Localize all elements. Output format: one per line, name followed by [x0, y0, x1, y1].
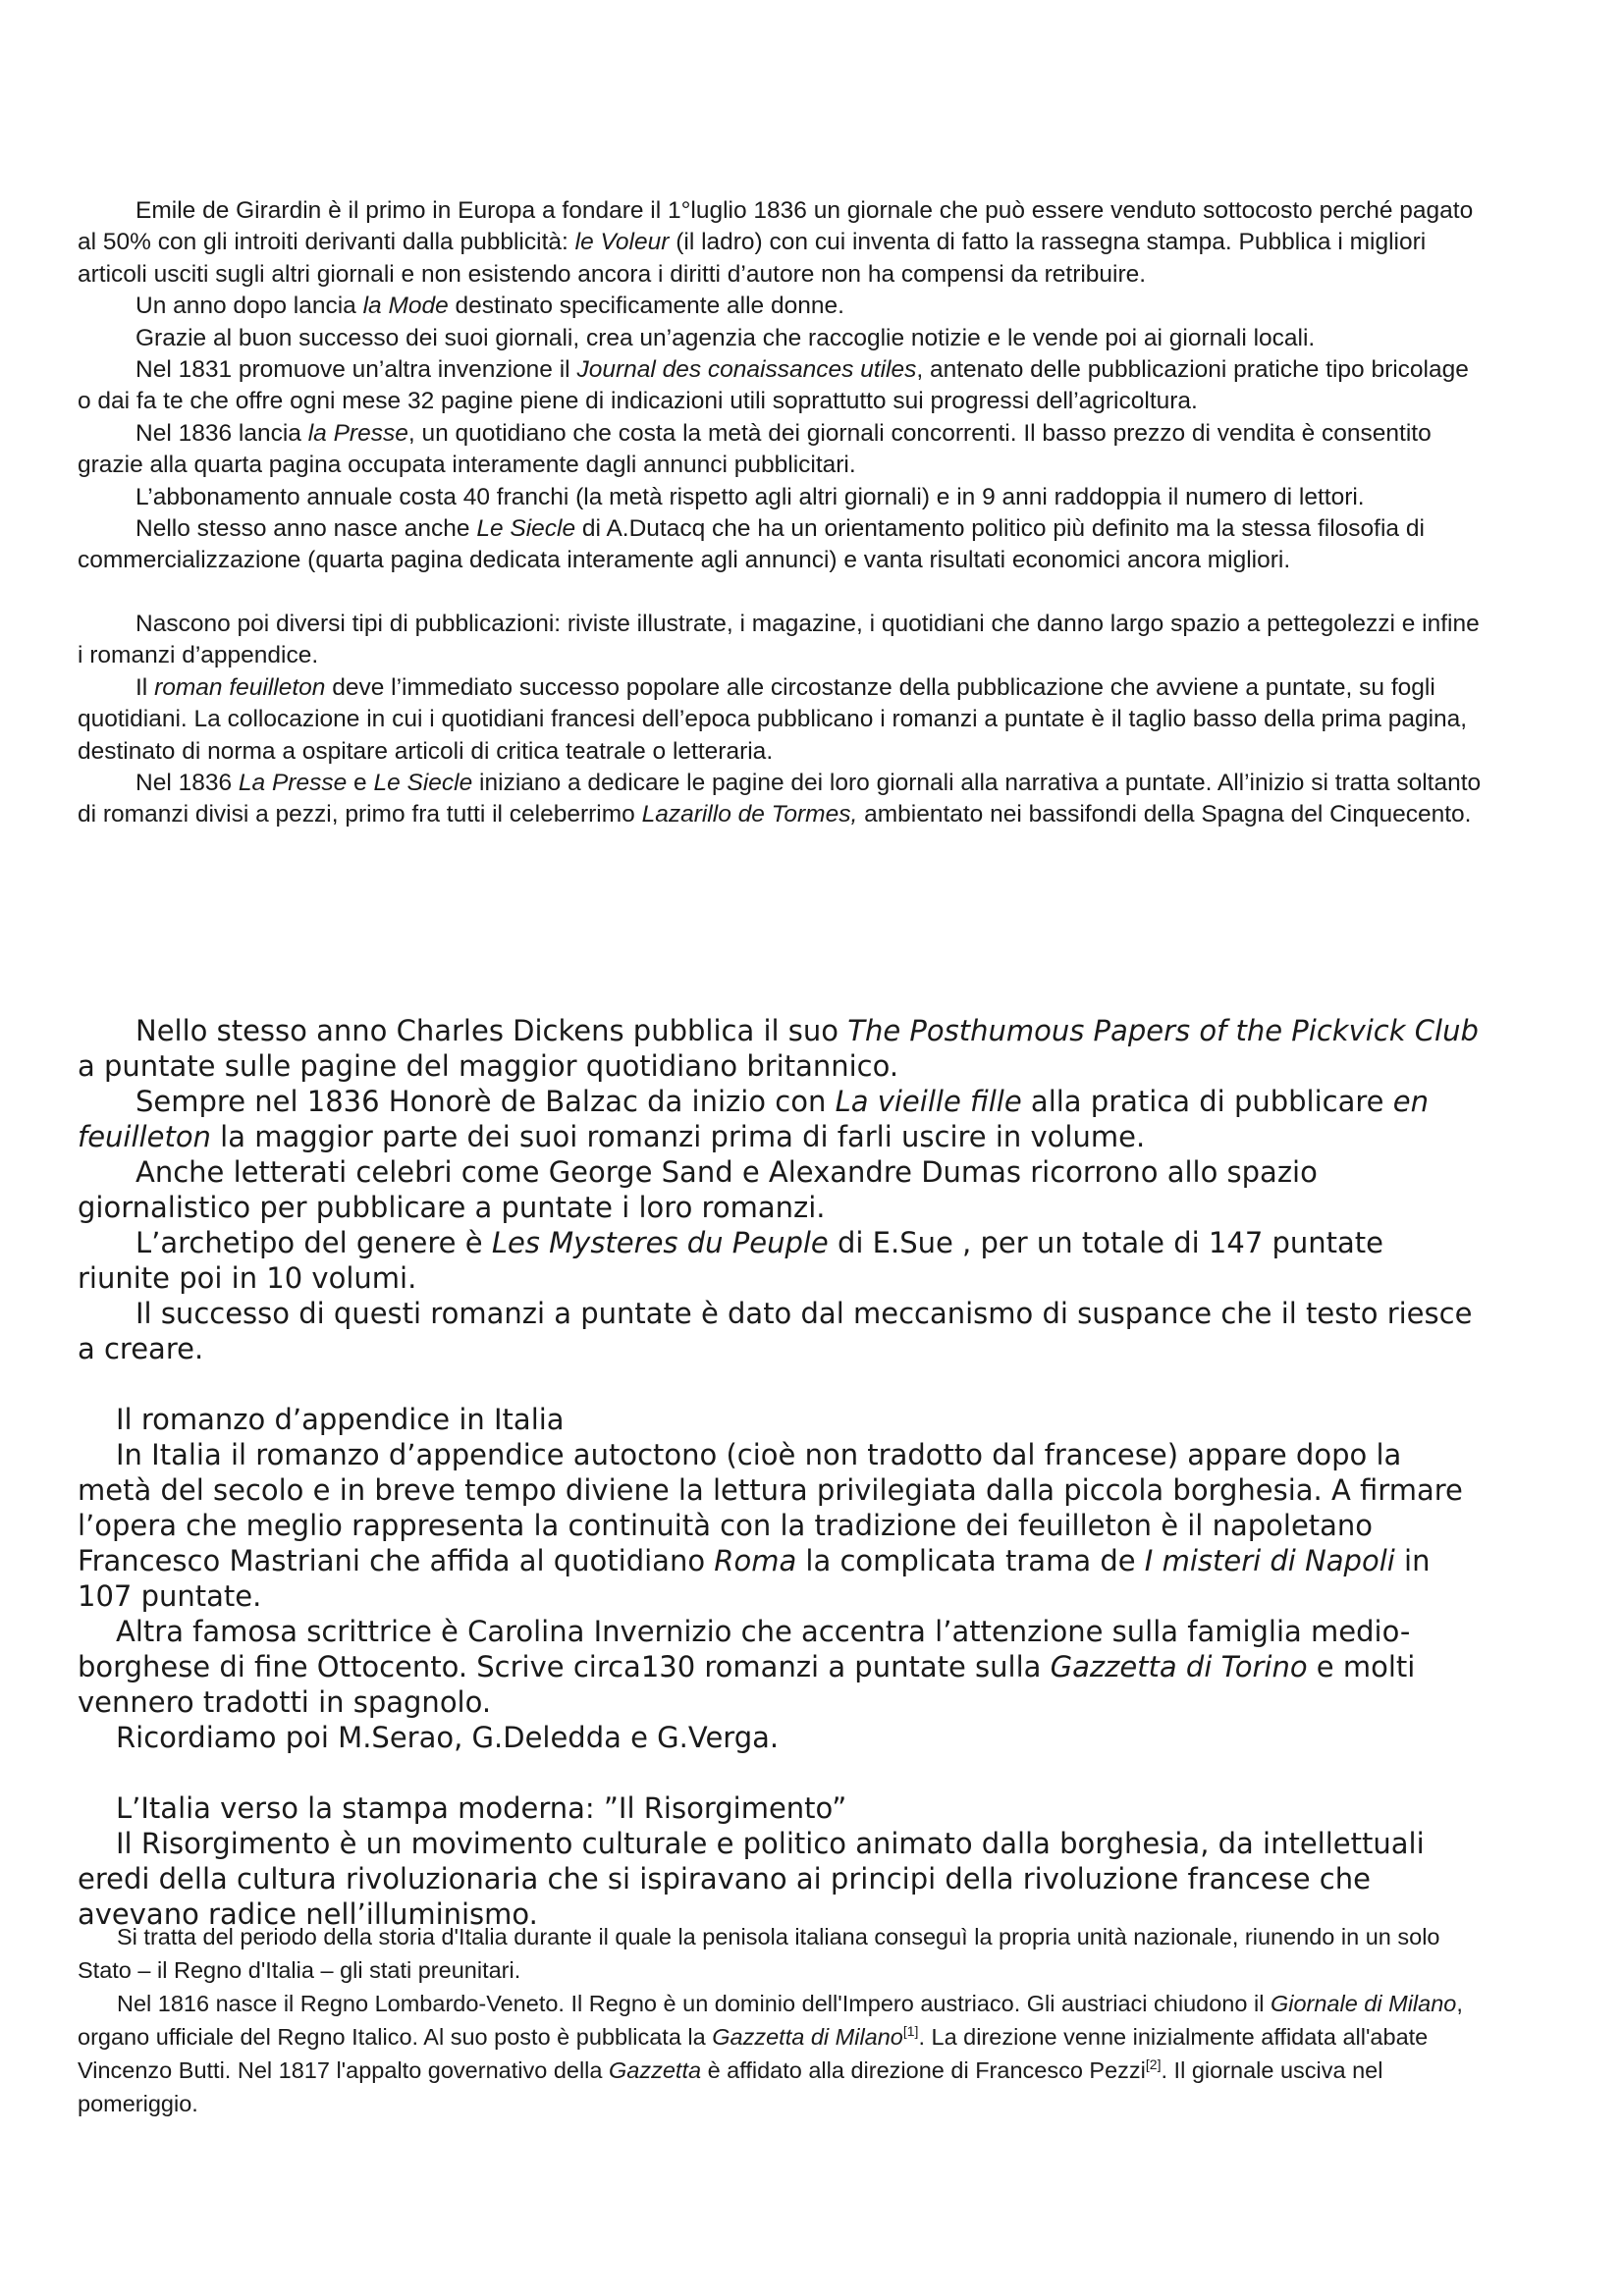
paragraph: Il successo di questi romanzi a puntate è dato dal meccanismo di suspance che il testo riesce a creare. — [78, 1297, 1473, 1365]
section-risorgimento — [78, 1920, 1482, 2120]
text: di E.Sue , per un totale di 147 puntate riunite poi in 10 volumi. — [78, 1226, 1384, 1295]
paragraph: L’abbonamento annuale costa 40 franchi (la metà rispetto agli altri giornali) e in 9 anni raddoppia il numero di lettori. — [135, 483, 1365, 510]
italic-title: le Voleur — [574, 229, 670, 256]
italic-title: The Posthumous Papers of the Pickvick Club — [847, 1014, 1479, 1047]
italic-title: Le Siecle — [476, 515, 576, 543]
text: iniziano a dedicare le pagine dei loro giornali alla narrativa a puntate. All’inizio si tratta soltanto di romanzi divisi a pezzi, primo fra tutti il celeberrimo — [78, 769, 1482, 828]
paragraph — [78, 768, 1482, 831]
paragraph — [78, 1225, 1482, 1296]
italic-title: la Mode — [362, 293, 449, 320]
italic-title: en feuilleton — [78, 1085, 1429, 1153]
paragraph — [78, 195, 1482, 291]
text: è affidato alla direzione di Francesco Pezzi — [701, 2057, 1146, 2083]
italic-title: la Presse — [307, 419, 408, 447]
text: in 107 puntate. — [78, 1544, 1431, 1613]
text: . Il giornale usciva nel pomeriggio. — [78, 2057, 1383, 2116]
italic-title: Les Mysteres du Peuple — [491, 1226, 829, 1259]
section-feuilleton — [78, 1013, 1482, 1932]
text: Sempre nel 1836 Honorè de Balzac da inizio con — [135, 1085, 836, 1118]
paragraph: Si tratta del periodo della storia d'Italia durante il quale la penisola italiana conseguì la propria unità nazionale, riunendo in un solo Stato – il Regno d'Italia – gli stati preunitari. — [78, 1924, 1440, 1983]
text: , organo ufficiale del Regno Italico. Al suo posto è pubblicata la — [78, 1991, 1463, 2050]
italic-title: La Presse — [238, 769, 348, 796]
text: Nel 1836 lancia — [135, 419, 308, 447]
paragraph: Nascono poi diversi tipi di pubblicazioni: riviste illustrate, i magazine, i quotidiani che danno largo spazio a pettegolezzi e infine i romanzi d’appendice. — [78, 610, 1480, 669]
italic-title: roman feuilleton — [154, 673, 326, 701]
paragraph — [78, 1084, 1482, 1154]
footnote-ref[interactable]: [2] — [1145, 2056, 1162, 2073]
paragraph: Grazie al buon successo dei suoi giornali, crea un’agenzia che raccoglie notizie e le vende poi ai giornali locali. — [135, 324, 1316, 351]
italic-title: I misteri di Napoli — [1144, 1544, 1395, 1577]
text: la complicata trama de — [796, 1544, 1145, 1577]
text: Altra famosa scrittrice è Carolina Invernizio che accentra l’attenzione sulla famiglia medio-borghese di fine Ottocento. Scrive circa130 romanzi a puntate sulla — [78, 1615, 1411, 1683]
section-girardin — [78, 195, 1482, 831]
paragraph — [78, 1987, 1482, 2120]
paragraph: Ricordiamo poi M.Serao, G.Deledda e G.Verga. — [116, 1721, 780, 1754]
italic-title: Gazzetta di Torino — [1050, 1650, 1308, 1683]
text: e molti vennero tradotti in spagnolo. — [78, 1650, 1416, 1719]
text: Nello stesso anno Charles Dickens pubblica il suo — [135, 1014, 848, 1047]
spacer — [78, 1755, 1482, 1790]
text: (il ladro) con cui inventa di fatto la rassegna stampa. Pubblica i migliori articoli usciti sugli altri giornali e non esistendo ancora i diritti d’autore non ha compensi da retribuire. — [78, 229, 1427, 288]
text: a puntate sulle pagine del maggior quotidiano britannico. — [78, 1049, 899, 1083]
text: , un quotidiano che costa la metà dei giornali concorrenti. Il basso prezzo di vendita è consentito grazie alla quarta pagina occupata interamente dagli annunci pubblicitari. — [78, 419, 1432, 479]
text: , antenato delle pubblicazioni pratiche tipo bricolage o dai fa te che offre ogni mese 32 pagine piene di indicazioni utili soprattutto sui progressi dell’agricoltura. — [78, 356, 1469, 415]
text: ambientato nei bassifondi della Spagna del Cinquecento. — [857, 801, 1472, 828]
italic-title: Journal des conaissances utiles — [576, 356, 917, 384]
paragraph — [78, 354, 1482, 418]
text: In Italia il romanzo d’appendice autoctono (cioè non tradotto dal francese) appare dopo la metà del secolo e in breve tempo diviene la lettura privilegiata dalla piccola borghesia. A firmare l’opera che meglio rappresenta la continuità con la tradizione dei feuilleton è il napoletano Francesco Mastriani che affida al quotidiano — [78, 1438, 1463, 1577]
italic-title: Gazzetta — [609, 2057, 702, 2083]
text: Nel 1836 — [135, 769, 239, 796]
italic-title: Lazarillo de Tormes, — [641, 801, 858, 828]
text: . La direzione venne inizialmente affidata all'abate Vincenzo Butti. Nel 1817 l'appalto governativo della — [78, 2024, 1429, 2083]
spacer — [78, 577, 1482, 609]
text: alla pratica di pubblicare — [1021, 1085, 1393, 1118]
text: di A.Dutacq che ha un orientamento politico più definito ma la stessa filosofia di commercializzazione (quarta pagina dedicata interamente agli annunci) e vanta risultati economici ancora migliori. — [78, 515, 1425, 574]
text: Il — [135, 673, 155, 701]
section-heading: Il romanzo d’appendice in Italia — [116, 1403, 565, 1436]
text: deve l’immediato successo popolare alle circostanze della pubblicazione che avviene a puntate, su fogli quotidiani. La collocazione in cui i quotidiani francesi dell’epoca pubblicano i romanzi a puntate è il taglio basso della prima pagina, destinato di norma a ospitare articoli di critica teatrale o letteraria. — [78, 673, 1468, 765]
paragraph — [78, 291, 1482, 322]
text: Nel 1816 nasce il Regno Lombardo-Veneto. Il Regno è un dominio dell'Impero austriaco. Gli austriaci chiudono il — [117, 1991, 1271, 2016]
italic-title: Gazzetta di Milano — [712, 2024, 903, 2050]
text: la maggior parte dei suoi romanzi prima di farli uscire in volume. — [210, 1120, 1146, 1153]
text: Nello stesso anno nasce anche — [135, 515, 477, 543]
paragraph: Il Risorgimento è un movimento culturale e politico animato dalla borghesia, da intellettuali eredi della cultura rivoluzionaria che si ispiravano ai principi della rivoluzione francese che avevano radice nell’illuminismo. — [78, 1827, 1425, 1931]
paragraph — [78, 418, 1482, 482]
text: L’archetipo del genere è — [135, 1226, 492, 1259]
footnote-ref[interactable]: [1] — [902, 2023, 919, 2040]
paragraph — [78, 1614, 1482, 1720]
italic-title: Giornale di Milano — [1270, 1991, 1457, 2016]
text: destinato specificamente alle donne. — [448, 293, 844, 320]
paragraph — [78, 1013, 1482, 1084]
italic-title: Le Siecle — [373, 769, 473, 796]
paragraph — [78, 513, 1482, 577]
text: e — [347, 769, 374, 796]
paragraph — [78, 672, 1482, 768]
paragraph — [78, 1437, 1482, 1614]
paragraph: Anche letterati celebri come George Sand e Alexandre Dumas ricorrono allo spazio giornalistico per pubblicare a puntate i loro romanzi. — [78, 1155, 1318, 1224]
italic-title: La vieille fille — [835, 1085, 1022, 1118]
text: Emile de Girardin è il primo in Europa a fondare il 1°luglio 1836 un giornale che può essere venduto sottocosto perché pagato al 50% con gli introiti derivanti dalla pubblicità: — [78, 197, 1474, 256]
italic-title: Roma — [714, 1544, 797, 1577]
text: Nel 1831 promuove un’altra invenzione il — [135, 356, 577, 384]
text: Un anno dopo lancia — [135, 293, 363, 320]
section-heading: L’Italia verso la stampa moderna: ”Il Risorgimento” — [116, 1791, 847, 1825]
spacer — [78, 1366, 1482, 1402]
